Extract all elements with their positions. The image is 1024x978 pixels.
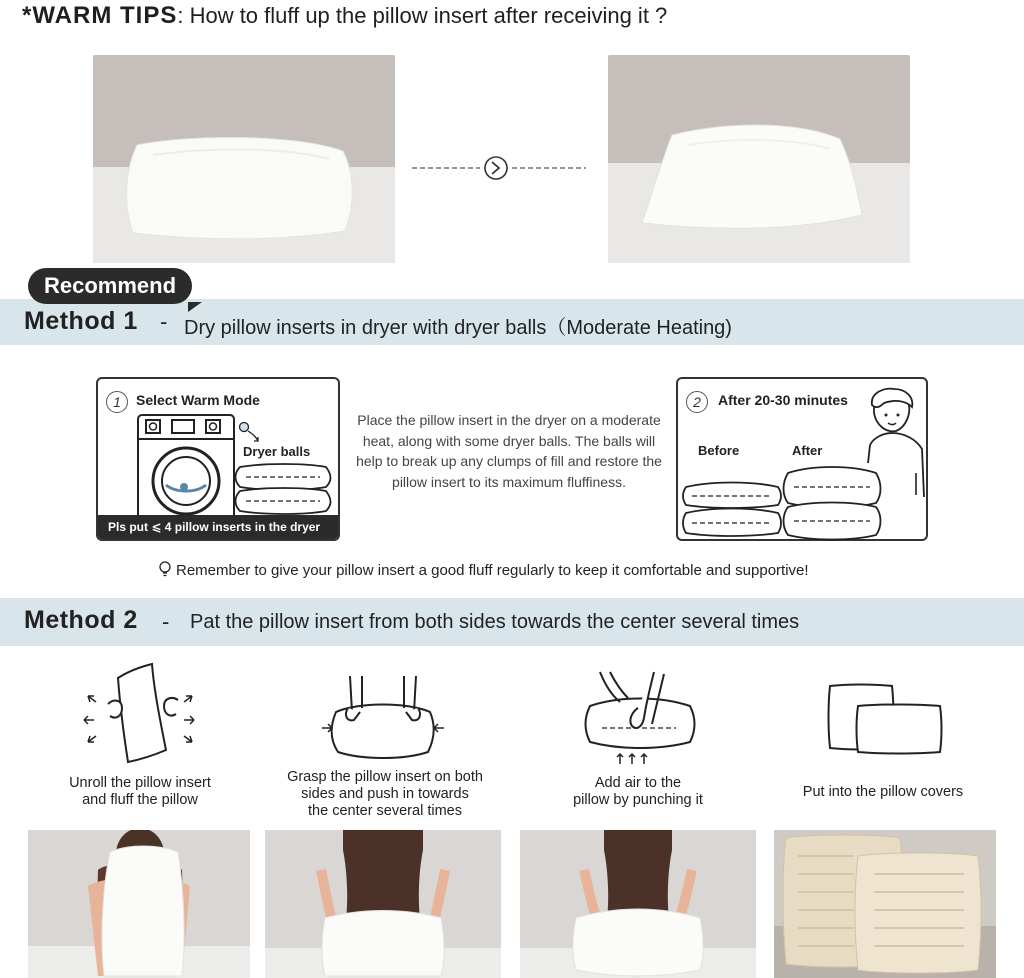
caption-1-line-2: and fluff the pillow — [82, 792, 198, 808]
photo-unroll — [28, 830, 250, 978]
dryer-ball-arrow-icon — [238, 421, 262, 445]
title-question: : How to fluff up the pillow insert after receiving it ? — [177, 3, 668, 28]
after-label: After — [792, 443, 823, 458]
before-label: Before — [698, 443, 740, 458]
caption-2-line-3: the center several times — [308, 803, 462, 819]
step-caption-2 — [262, 769, 508, 820]
method2-title: Method 2 — [24, 606, 138, 634]
method1-band — [0, 299, 1024, 345]
method1-dash: - — [160, 309, 168, 334]
reminder-text: Remember to give your pillow insert a good fluff regularly to keep it comfortable and supportive! — [176, 562, 809, 579]
step2-card — [676, 377, 928, 541]
caption-2-line-1: Grasp the pillow insert on both — [287, 769, 483, 785]
punch-pillow-icon — [580, 668, 700, 773]
photo-push — [265, 830, 501, 978]
pillow-covers-icon — [824, 682, 946, 763]
step1-footer: Pls put ⩽ 4 pillow inserts in the dryer — [98, 515, 338, 539]
photo-punch — [520, 830, 756, 978]
after-photo — [608, 55, 910, 263]
person-icon — [850, 383, 926, 499]
step1-number: 1 — [106, 391, 128, 413]
recommend-badge: Recommend — [28, 268, 192, 304]
method1-explanation: Place the pillow insert in the dryer on a moderate heat, along with some dryer balls. The balls will help to break up any clumps of fill and restore the pillow insert to its maximum fluffiness. — [356, 412, 662, 490]
before-after-arrow — [410, 150, 590, 186]
method1-description: Dry pillow inserts in dryer with dryer balls（Moderate Heating) — [184, 317, 732, 339]
before-photo — [93, 55, 395, 263]
caption-3-line-1: Add air to the — [594, 775, 682, 791]
reminder-text-row — [158, 561, 809, 579]
caption-2-line-2: sides and push in towards — [301, 786, 469, 802]
page-title — [22, 2, 667, 30]
method2-description: Pat the pillow insert from both sides towards the center several times — [190, 611, 800, 633]
dryer-balls-label: Dryer balls — [243, 444, 311, 459]
caption-4-line-1: Put into the pillow covers — [802, 784, 964, 800]
step2-title: After 20-30 minutes — [718, 392, 848, 408]
step-caption-1 — [40, 775, 240, 809]
step-caption-4 — [774, 784, 992, 801]
washing-machine-icon — [136, 413, 236, 521]
caption-1-line-1: Unroll the pillow insert — [69, 775, 211, 791]
step2-number: 2 — [686, 391, 708, 413]
caption-3-line-2: pillow by punching it — [573, 792, 703, 808]
pillows-stack-icon — [234, 463, 332, 515]
step1-title: Select Warm Mode — [136, 392, 260, 408]
method2-dash: - — [162, 609, 170, 634]
flat-pillows-icon — [682, 477, 782, 539]
method1-title: Method 1 — [24, 307, 138, 335]
step1-card — [96, 377, 340, 541]
step-caption-3 — [538, 775, 738, 809]
method2-band — [0, 598, 1024, 646]
warm-tips-label: *WARM TIPS — [22, 2, 178, 29]
photo-pillow-covers — [774, 830, 996, 978]
lightbulb-icon — [158, 561, 172, 577]
push-center-icon — [318, 672, 448, 773]
unroll-pillow-icon — [78, 660, 198, 775]
